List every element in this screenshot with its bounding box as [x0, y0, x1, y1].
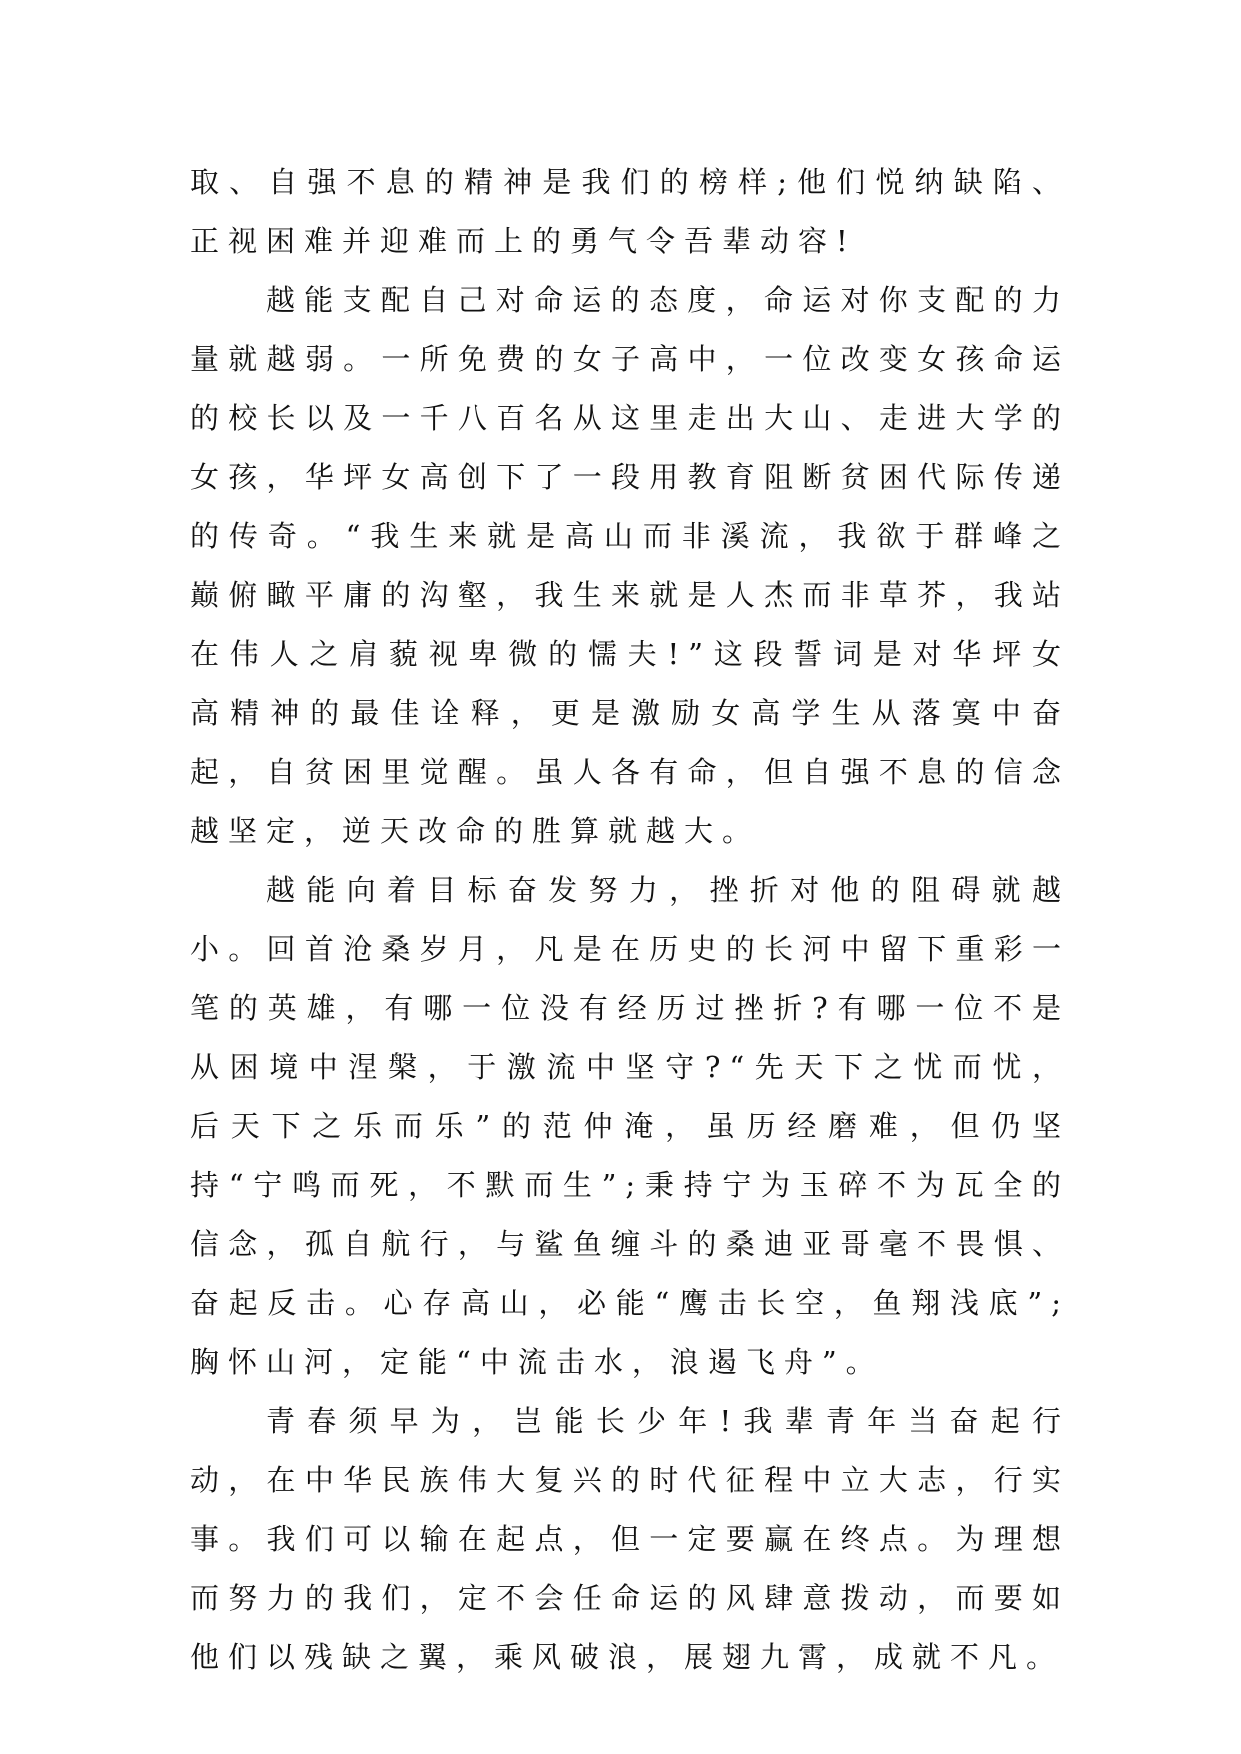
- document-body: [190, 153, 1070, 1687]
- paragraph-continuation: 取、自强不息的精神是我们的榜样;他们悦纳缺陷、正视困难并迎难而上的勇气令吾辈动容!: [190, 165, 1070, 258]
- paragraph-youth-action: 青春须早为，岂能长少年!我辈青年当奋起行动，在中华民族伟大复兴的时代征程中立大志，行实事。我们可以输在起点，但一定要赢在终点。为理想而努力的我们，定不会任命运的风肆意拨动，而要如他们以残缺之翼，乘风破浪，展翅九霄，成就不凡。: [190, 1404, 1070, 1674]
- paragraph-goal-effort: 越能向着目标奋发努力，挫折对他的阻碍就越小。回首沧桑岁月，凡是在历史的长河中留下重彩一笔的英雄，有哪一位没有经历过挫折?有哪一位不是从困境中涅槃，于激流中坚守?“先天下之忧而忧，后天下之乐而乐”的范仲淹，虽历经磨难，但仍坚持“宁鸣而死，不默而生”;秉持宁为玉碎不为瓦全的信念，孤自航行，与鲨鱼缠斗的桑迪亚哥毫不畏惧、奋起反击。心存高山，必能“鹰击长空，鱼翔浅底”;胸怀山河，定能“中流击水，浪遏飞舟”。: [190, 873, 1070, 1379]
- paragraph-fate-attitude: 越能支配自己对命运的态度，命运对你支配的力量就越弱。一所免费的女子高中，一位改变女孩命运的校长以及一千八百名从这里走出大山、走进大学的女孩，华坪女高创下了一段用教育阻断贫困代际传递的传奇。“我生来就是高山而非溪流，我欲于群峰之巅俯瞰平庸的沟壑，我生来就是人杰而非草芥，我站在伟人之肩藐视卑微的懦夫!”这段誓词是对华坪女高精神的最佳诠释，更是激励女高学生从落寞中奋起，自贫困里觉醒。虽人各有命，但自强不息的信念越坚定，逆天改命的胜算就越大。: [190, 283, 1070, 848]
